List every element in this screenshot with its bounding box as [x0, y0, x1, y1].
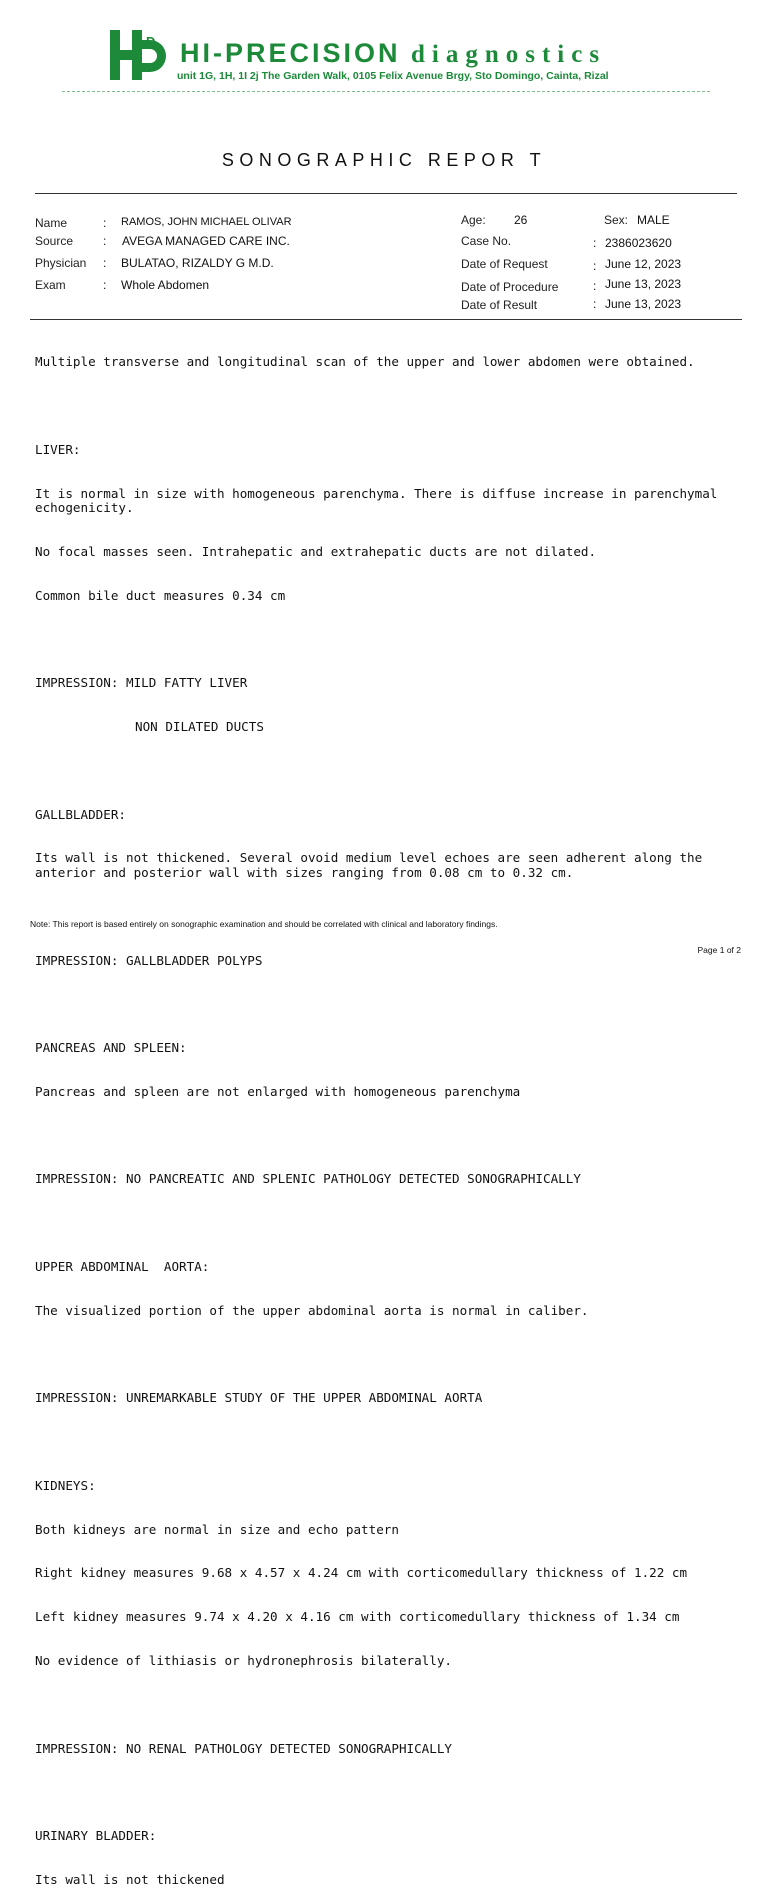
exam-label: Exam — [35, 278, 66, 292]
footer-note: Note: This report is based entirely on sonographic examination and should be correlated with clinical and laboratory findings. — [30, 919, 498, 929]
name-label: Name — [35, 216, 68, 230]
case-value: 2386023620 — [605, 236, 672, 250]
request-colon: : — [593, 259, 597, 273]
age-value: 26 — [514, 213, 528, 227]
source-value: AVEGA MANAGED CARE INC. — [122, 234, 290, 248]
case-label: Case No. — [461, 234, 512, 248]
brand-main: HI-PRECISION — [180, 38, 401, 68]
result-label: Date of Result — [461, 298, 538, 312]
company-logo — [110, 30, 172, 80]
name-colon: : — [103, 216, 107, 230]
name-value: RAMOS, JOHN MICHAEL OLIVAR — [121, 216, 292, 228]
brand-name — [180, 40, 606, 67]
kidneys-finding-2: Right kidney measures 9.68 x 4.57 x 4.24 cm with corticomedullary thickness of 1.22 cm — [35, 1565, 688, 1581]
intro-text: Multiple transverse and longitudinal scan of the upper and lower abdomen were obtained. — [35, 354, 695, 370]
page-number: Page 1 of 2 — [697, 945, 741, 955]
bladder-finding: Its wall is not thickened — [35, 1871, 225, 1887]
aorta-impression: IMPRESSION: UNREMARKABLE STUDY OF THE UPPER ABDOMINAL AORTA — [35, 1390, 483, 1406]
source-colon: : — [103, 234, 107, 248]
liver-finding-2: No focal masses seen. Intrahepatic and extrahepatic ducts are not dilated. — [35, 543, 597, 559]
result-colon: : — [593, 297, 597, 311]
info-bottom-rule — [30, 319, 742, 320]
gallbladder-finding: Its wall is not thickened. Several ovoid medium level echoes are seen adherent along the anterior and posterior wall with sizes ranging from 0.08 cm to 0.32 cm. — [35, 850, 710, 880]
liver-impression-2: NON DILATED DUCTS — [135, 719, 264, 735]
liver-impression-1: IMPRESSION: MILD FATTY LIVER — [35, 675, 248, 691]
physician-colon: : — [103, 256, 107, 270]
kidneys-finding-1: Both kidneys are normal in size and echo pattern — [35, 1521, 399, 1537]
pancreas-spleen-heading: PANCREAS AND SPLEEN: — [35, 1040, 187, 1056]
exam-colon: : — [103, 278, 107, 292]
aorta-finding: The visualized portion of the upper abdominal aorta is normal in caliber. — [35, 1302, 589, 1318]
physician-label: Physician — [35, 256, 87, 270]
liver-finding-3: Common bile duct measures 0.34 cm — [35, 587, 286, 603]
brand-suffix: diagnostics — [410, 41, 607, 68]
bladder-heading: URINARY BLADDER: — [35, 1828, 157, 1844]
physician-value: BULATAO, RIZALDY G M.D. — [121, 256, 274, 270]
report-body — [35, 326, 745, 1902]
age-label: Age: — [461, 213, 486, 227]
request-value: June 12, 2023 — [605, 257, 682, 271]
kidneys-finding-3: Left kidney measures 9.74 x 4.20 x 4.16 cm with corticomedullary thickness of 1.34 cm — [35, 1609, 680, 1625]
header-divider — [62, 91, 710, 92]
procedure-colon: : — [593, 279, 597, 293]
gallbladder-impression: IMPRESSION: GALLBLADDER POLYPS — [35, 952, 263, 968]
exam-value: Whole Abdomen — [121, 278, 210, 292]
source-label: Source — [35, 234, 74, 248]
pancreas-spleen-finding: Pancreas and spleen are not enlarged with homogeneous parenchyma — [35, 1083, 521, 1099]
pancreas-spleen-impression: IMPRESSION: NO PANCREATIC AND SPLENIC PATHOLOGY DETECTED SONOGRAPHICALLY — [35, 1171, 581, 1187]
sex-label: Sex: — [604, 213, 629, 227]
liver-heading: LIVER: — [35, 441, 81, 457]
company-address: unit 1G, 1H, 1I 2j The Garden Walk, 0105 Felix Avenue Brgy, Sto Domingo, Cainta, Rizal — [177, 70, 609, 82]
procedure-label: Date of Procedure — [461, 280, 559, 294]
kidneys-heading: KIDNEYS: — [35, 1477, 96, 1493]
logo-letter-d: D — [146, 34, 156, 49]
liver-finding-1: It is normal in size with homogeneous parenchyma. There is diffuse increase in parenchymal echogenicity. — [35, 485, 725, 516]
sex-value: MALE — [637, 213, 670, 227]
kidneys-impression: IMPRESSION: NO RENAL PATHOLOGY DETECTED SONOGRAPHICALLY — [35, 1740, 453, 1756]
procedure-value: June 13, 2023 — [605, 277, 682, 291]
kidneys-finding-4: No evidence of lithiasis or hydronephrosis bilaterally. — [35, 1653, 453, 1669]
case-colon: : — [593, 236, 597, 250]
aorta-heading: UPPER ABDOMINAL AORTA: — [35, 1259, 210, 1274]
gallbladder-heading: GALLBLADDER: — [35, 806, 126, 822]
report-title: SONOGRAPHIC REPOR T — [221, 150, 547, 170]
info-top-rule — [35, 193, 737, 194]
result-value: June 13, 2023 — [605, 297, 682, 311]
request-label: Date of Request — [461, 257, 548, 271]
